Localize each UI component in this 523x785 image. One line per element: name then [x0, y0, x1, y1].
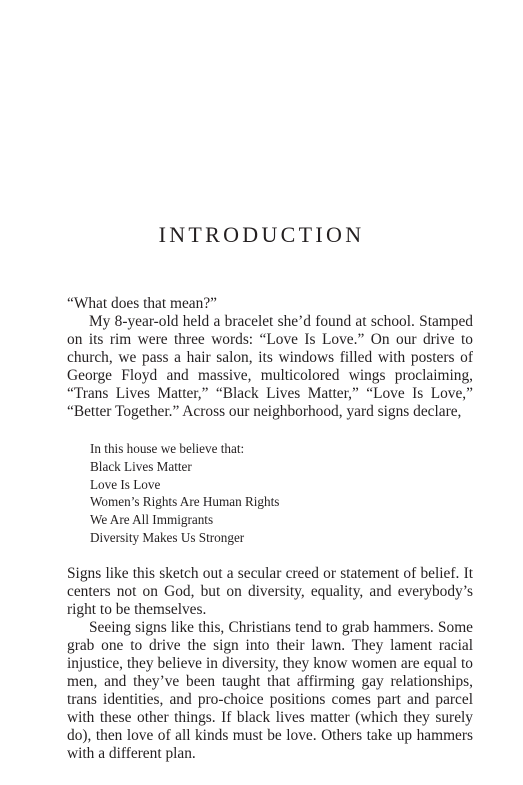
sign-line: Black Lives Matter — [90, 458, 192, 474]
sign-line: Women’s Rights Are Human Rights — [90, 494, 280, 510]
opening-text — [67, 295, 473, 421]
sign-line: Diversity Makes Us Stronger — [90, 529, 245, 545]
paragraph-hammers: Seeing signs like this, Christians tend to grab hammers. Some grab one to drive the sign into their lawn. They lament racial injustice, they believe in diversity, they know women are equal to men, and they’ve been taught that affirming gay relationships, trans identities, and pro-choice positions comes part and parcel with these other things. If black lives matter (which they surely do), then love of all kinds must be love. Others take up hammers with a different plan. — [67, 619, 473, 762]
paragraph-question: “What does that mean?” — [67, 295, 217, 312]
sign-line: We Are All Immigrants — [90, 512, 214, 528]
yard-sign-quote — [90, 440, 279, 547]
chapter-title: INTRODUCTION — [158, 222, 365, 247]
continuation-text — [67, 565, 473, 763]
sign-line: Love Is Love — [90, 476, 161, 492]
sign-line: In this house we believe that: — [90, 441, 245, 456]
paragraph-bracelet: My 8-year-old held a bracelet she’d found at school. Stamped on its rim were three words: “Love Is Love.” On our drive to church, we pass a hair salon, its windows filled with posters of George Floyd and massive, multicolored wings proclaiming, “Trans Lives Matter,” “Black Lives Matter,” “Love Is Love,” “Better Together.” Across our neighborhood, yard signs declare, — [67, 313, 473, 420]
paragraph-creed: Signs like this sketch out a secular creed or statement of belief. It centers not on God, but on diversity, equality, and everybody’s right to be themselves. — [67, 565, 473, 618]
